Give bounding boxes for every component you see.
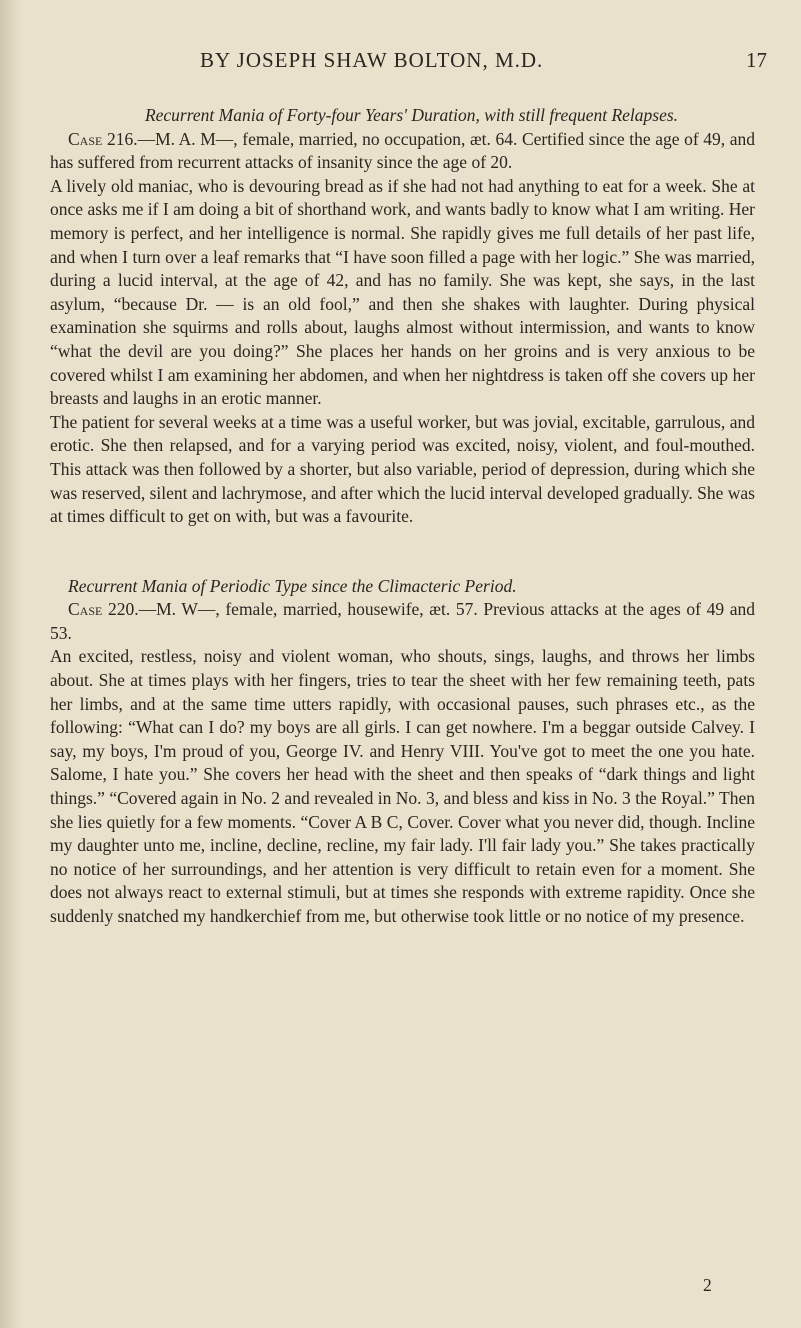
section-heading: Recurrent Mania of Forty-four Years' Duration, with still frequent Relapses. [144, 105, 679, 125]
case-intro: 216.—M. A. M—, female, married, no occupation, æt. 64. Certified since the age of 49, and has suffered from recurrent attacks of insanity since the age of 20. [50, 128, 755, 173]
body-paragraph: The patient for several weeks at a time was a useful worker, but was jovial, excitable, garrulous, and erotic. She then relapsed, and for a varying period was excited, noisy, violent, and foul-mouthed. This attack was then followed by a shorter, but also variable, period of depression, during which she was reserved, silent and lachrymose, and after which the lucid interval developed gradually. She was at times difficult to get on with, but was a favourite. [50, 411, 755, 527]
running-head: BY JOSEPH SHAW BOLTON, M.D. [200, 48, 544, 72]
body-text [50, 104, 755, 929]
case-intro: 220.—M. W—, female, married, housewife, æt. 57. Previous attacks at the ages of 49 and 53. [50, 599, 755, 643]
page-number: 17 [746, 48, 767, 72]
case-label: Case [68, 128, 103, 149]
body-paragraph: A lively old maniac, who is devouring bread as if she had not had anything to eat for a week. She at once asks me if I am doing a bit of shorthand work, and wants badly to know what I am writing. Her memory is perfect, and her intelligence is normal. She rapidly gives me full details of her past life, and when I turn over a leaf remarks that “I have soon filled a page with her logic.” She was married, during a lucid interval, at the age of 42, and has no family. She was kept, she says, in the last asylum, “because Dr. — is an old fool,” and then she shakes with laughter. During physical examination she squirms and rolls about, laughs almost without intermission, and wants to know “what the devil are you doing?” She places her hands on her groins and is very anxious to be covered whilst I am examining her abdomen, and when her nightdress is taken off she covers up her breasts and laughs in an erotic manner. [50, 175, 755, 409]
case-paragraph [50, 128, 755, 175]
section-gap [50, 529, 755, 575]
section-heading: Recurrent Mania of Periodic Type since the Climacteric Period. [68, 575, 517, 596]
case-paragraph [50, 598, 755, 645]
case-label: Case [68, 599, 103, 620]
body-paragraph: An excited, restless, noisy and violent woman, who shouts, sings, laughs, and throws her limbs about. She at times plays with her fingers, tries to tear the sheet with her few remaining teeth, pats her limbs, and at the same time utters rapidly, with occasional pauses, such phrases etc., as the following: “What can I do? my boys are all girls. I can get nowhere. I'm a beggar outside Calvey. I say, my boys, I'm proud of you, George IV. and Henry VIII. You've got to meet the one you hate. Salome, I hate you.” She covers her head with the sheet and then speaks of “dark things and light things.” “Covered again in No. 2 and revealed in No. 3, and bless and kiss in No. 3 the Royal.” Then she lies quietly for a few moments. “Cover A B C, Cover. Cover what you never did, though. Incline my daughter unto me, incline, decline, recline, my fair lady. I'll fair lady you.” She takes practically no notice of her surroundings, and her attention is very difficult to retain even for a moment. She does not always react to external stimuli, but at times she responds with extreme rapidity. Once she suddenly snatched my handkerchief from me, but otherwise took little or no notice of my presence. [50, 646, 755, 926]
signature-mark: 2 [703, 1275, 712, 1295]
